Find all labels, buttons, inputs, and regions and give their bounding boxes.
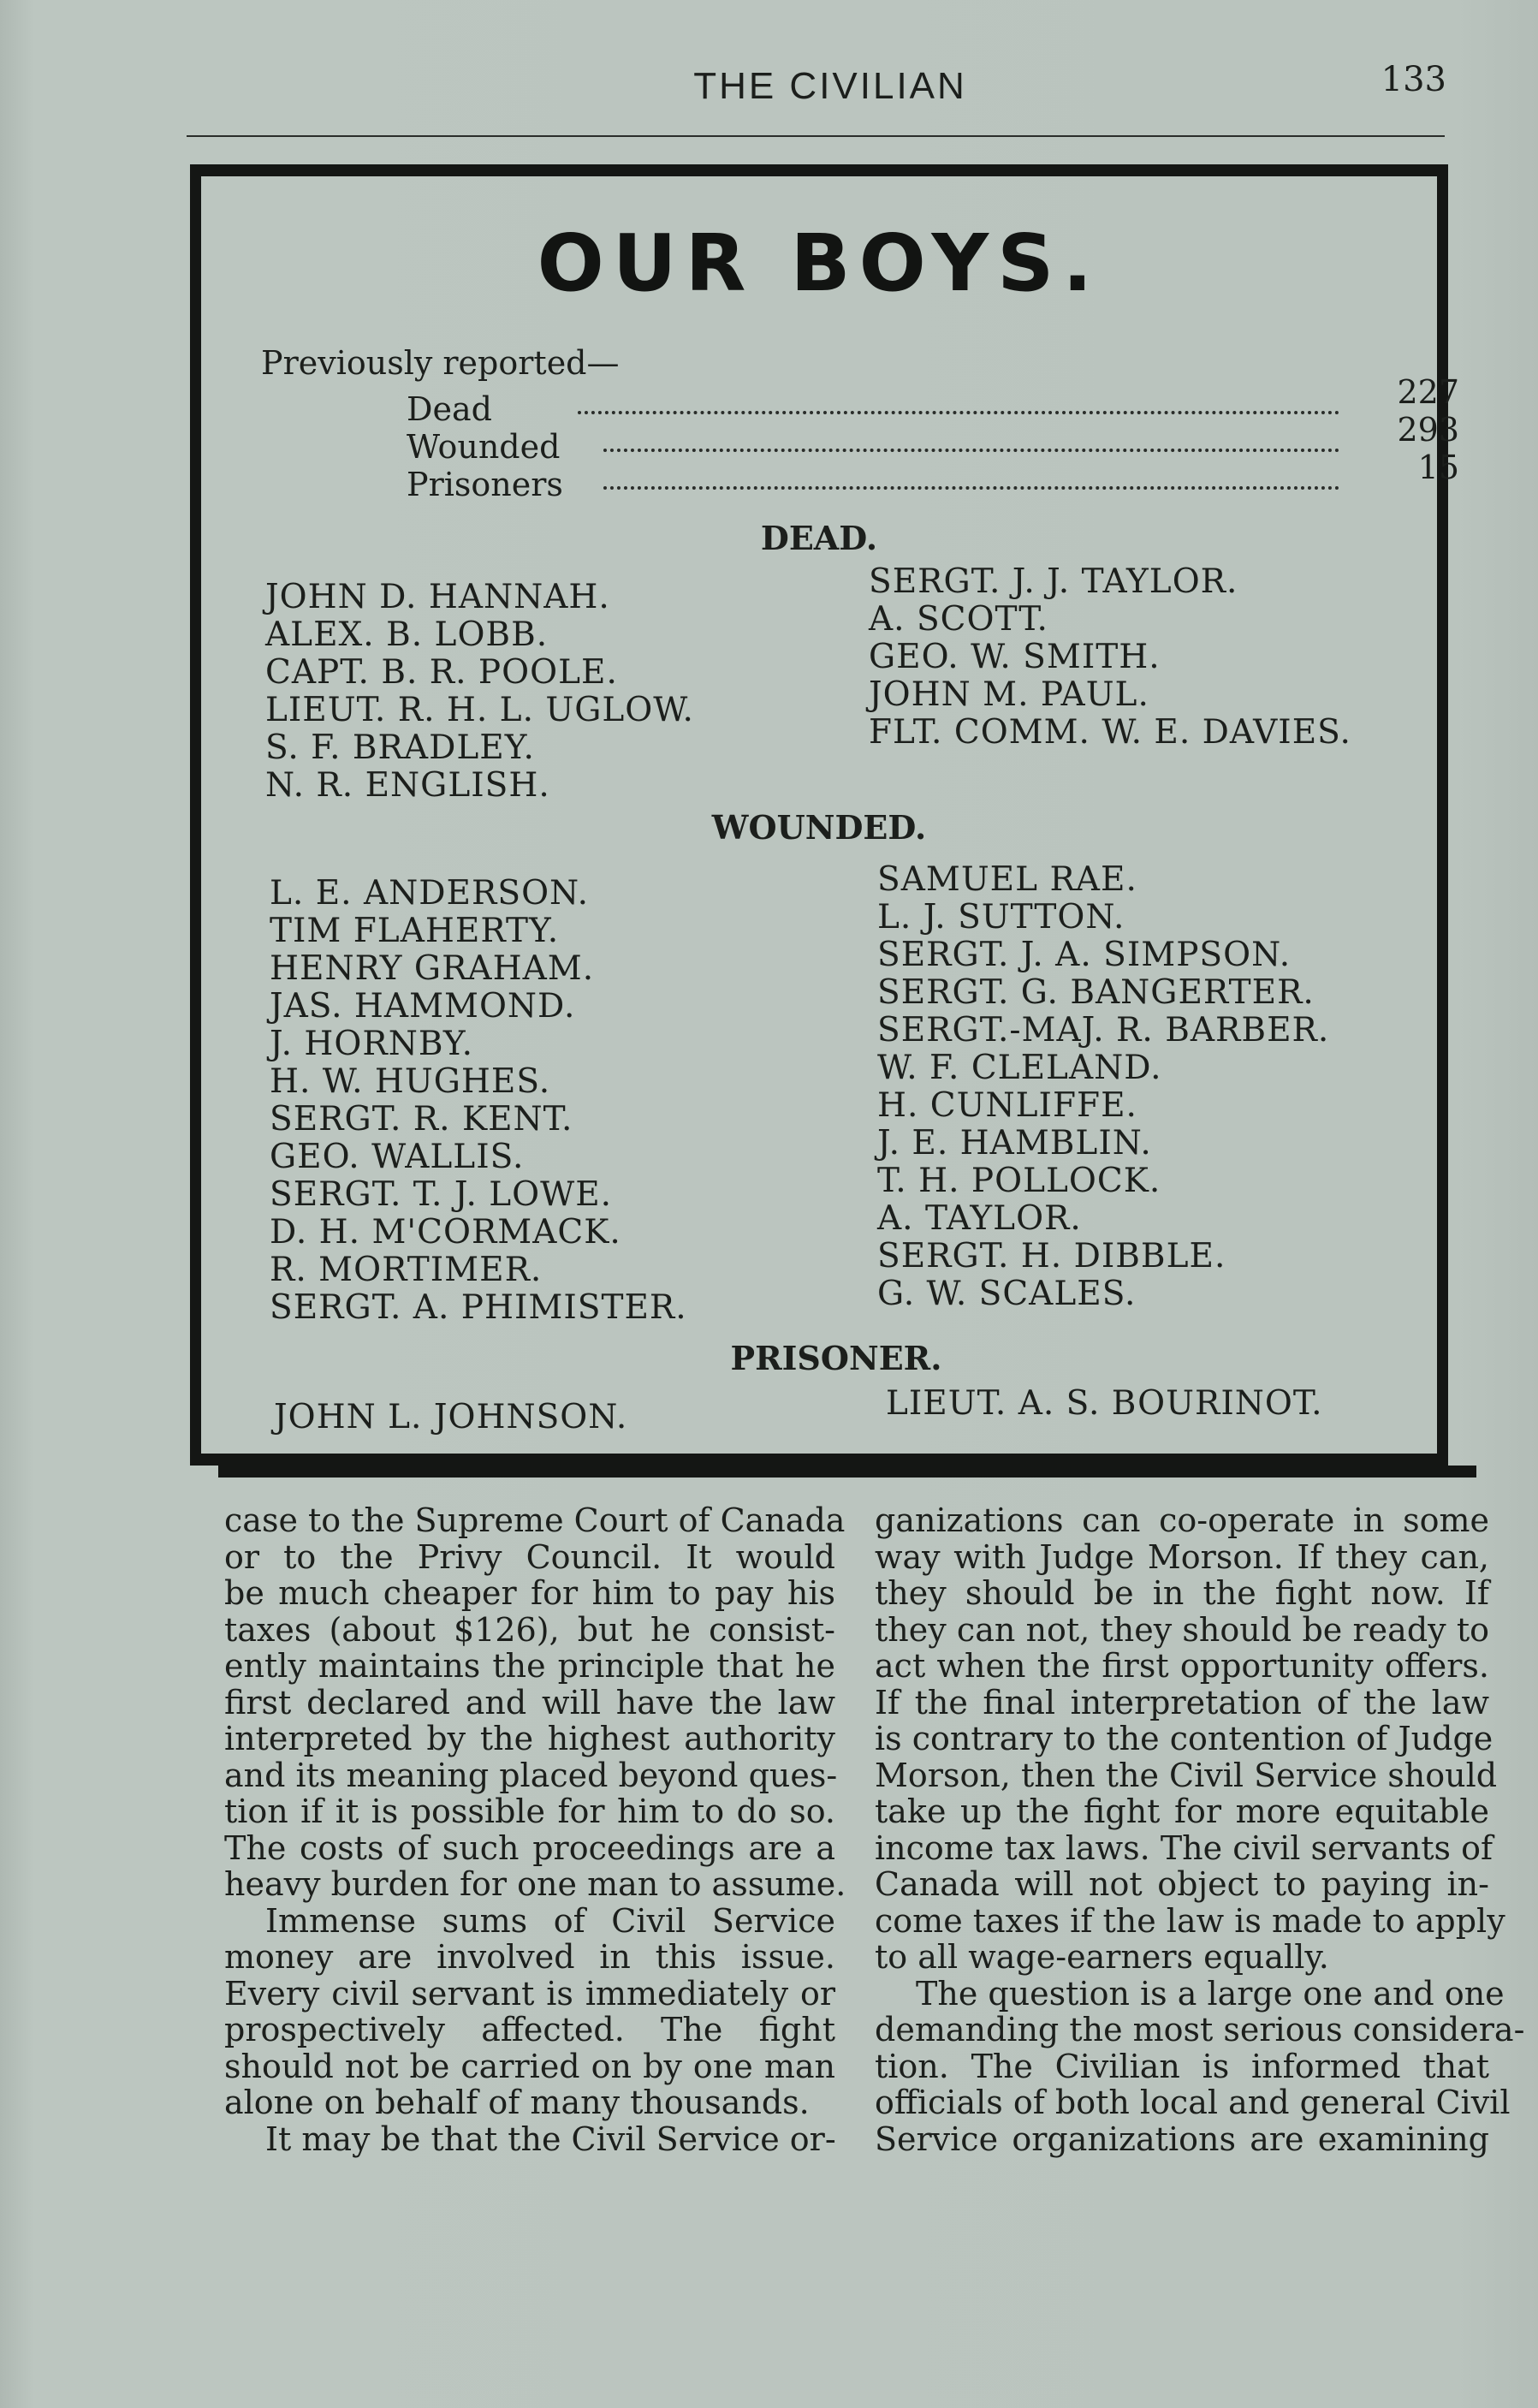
wounded-left-column [270, 875, 687, 1327]
article-right-column [875, 1501, 1525, 2158]
name-entry: JOHN M. PAUL. [869, 675, 1149, 714]
article-line: first declared and will have the law [224, 1683, 835, 1721]
name-entry: W. F. CLELAND. [877, 1049, 1162, 1087]
name-entry: TIM FLAHERTY. [270, 912, 560, 950]
article-line: officials of both local and general Civil [875, 2084, 1511, 2121]
wounded-right-column [877, 861, 1329, 1313]
article-line: they should be in the fight now. If [875, 1574, 1489, 1612]
name-entry: T. H. POLLOCK. [877, 1162, 1161, 1200]
article-line: It may be that the Civil Service or- [265, 2120, 836, 2158]
prisoner-right-column [886, 1385, 1323, 1423]
name-entry: D. H. M'CORMACK. [270, 1213, 621, 1252]
box-bottom-rule [218, 1466, 1476, 1478]
dead-left-column [265, 579, 694, 805]
article-line: taxes (about $126), but he consist- [224, 1610, 835, 1649]
article-line: The question is a large one and one [916, 1974, 1505, 2013]
name-entry: G. W. SCALES. [877, 1275, 1137, 1313]
our-boys-box [190, 164, 1459, 1466]
name-entry: SERGT. R. KENT. [270, 1100, 573, 1139]
tally-label: Dead [407, 390, 492, 428]
name-entry: SERGT. J. A. SIMPSON. [877, 936, 1292, 974]
name-entry: J. E. HAMBLIN. [877, 1124, 1152, 1162]
article-line: Service organizations are examining [875, 2120, 1489, 2158]
article-line: to all wage-earners equally. [875, 1938, 1329, 1976]
article-line: money are involved in this issue. [224, 1938, 835, 1976]
article-line: or to the Privy Council. It would [224, 1537, 835, 1576]
article-line: alone on behalf of many thousands. [224, 2084, 810, 2121]
name-entry: SAMUEL RAE. [877, 860, 1137, 899]
name-entry: JOHN L. JOHNSON. [274, 1398, 628, 1436]
article-line: heavy burden for one man to assume. [224, 1865, 846, 1903]
article-line: ently maintains the principle that he [224, 1647, 835, 1685]
article-line: ganizations can co-operate in some [875, 1501, 1489, 1539]
article-line: is contrary to the contention of Judge [875, 1720, 1493, 1757]
name-entry: CAPT. B. R. POOLE. [265, 653, 618, 692]
header-rule [187, 135, 1445, 137]
article-line: Immense sums of Civil Service [265, 1901, 835, 1940]
article-line: prospectively affected. The fight [224, 2011, 835, 2048]
page-number: 133 [1381, 60, 1446, 99]
article-line: Every civil servant is immediately or [224, 1974, 835, 2013]
tally-row-prisoners [407, 449, 1476, 503]
name-entry: N. R. ENGLISH. [265, 766, 550, 805]
name-entry: HENRY GRAHAM. [270, 949, 595, 988]
tally-value: 293 [1397, 411, 1459, 449]
name-entry: JAS. HAMMOND. [270, 987, 576, 1026]
running-head [0, 60, 1538, 111]
section-heading-dead: DEAD. [760, 519, 878, 557]
name-entry: ALEX. B. LOBB. [265, 615, 549, 654]
article-line: income tax laws. The civil servants of [875, 1828, 1493, 1867]
article-line: be much cheaper for him to pay his [224, 1574, 835, 1612]
name-entry: A. TAYLOR. [877, 1199, 1082, 1238]
tally-row-wounded [407, 411, 1476, 466]
article-line: they can not, they should be ready to [875, 1610, 1489, 1649]
article-line: and its meaning placed beyond ques- [224, 1756, 838, 1794]
name-entry: FLT. COMM. W. E. DAVIES. [869, 713, 1351, 752]
article-line: interpreted by the highest authority [224, 1720, 835, 1757]
tally-label: Wounded [407, 428, 561, 466]
article-line: take up the fight for more equitable [875, 1793, 1489, 1830]
dot-leader [578, 402, 1339, 414]
name-entry: LIEUT. A. S. BOURINOT. [886, 1384, 1323, 1423]
dead-right-column [869, 563, 1351, 752]
name-entry: GEO. WALLIS. [270, 1138, 525, 1176]
article-line: case to the Supreme Court of Canada [224, 1501, 846, 1539]
running-title: THE CIVILIAN [693, 65, 967, 107]
name-entry: SERGT. G. BANGERTER. [877, 973, 1315, 1012]
article-line: Morson, then the Civil Service should [875, 1756, 1498, 1794]
name-entry: GEO. W. SMITH. [869, 638, 1161, 676]
name-entry: SERGT. J. J. TAYLOR. [869, 562, 1238, 601]
article-line: The costs of such proceedings are a [224, 1828, 835, 1867]
name-entry: L. J. SUTTON. [877, 898, 1125, 936]
article-line: tion. The Civilian is informed that [875, 2047, 1489, 2085]
tally-label: Prisoners [407, 466, 563, 503]
previously-reported-label: Previously reported— [261, 344, 620, 382]
name-entry: L. E. ANDERSON. [270, 874, 590, 913]
article-line: If the final interpretation of the law [875, 1683, 1489, 1721]
name-entry: H. CUNLIFFE. [877, 1086, 1137, 1125]
article-line: act when the first opportunity offers. [875, 1647, 1489, 1685]
article-line: come taxes if the law is made to apply [875, 1901, 1505, 1940]
article-line: demanding the most serious considera- [875, 2011, 1525, 2048]
name-entry: SERGT.-MAJ. R. BARBER. [877, 1011, 1330, 1049]
name-entry: R. MORTIMER. [270, 1251, 543, 1289]
dot-leader [603, 478, 1339, 490]
name-entry: SERGT. A. PHIMISTER. [270, 1288, 687, 1327]
name-entry: LIEUT. R. H. L. UGLOW. [265, 691, 694, 729]
article-line: Canada will not object to paying in- [875, 1865, 1489, 1903]
prisoner-left-column [274, 1399, 627, 1436]
tally-value: 227 [1397, 373, 1459, 411]
name-entry: JOHN D. HANNAH. [265, 578, 610, 616]
name-entry: A. SCOTT. [869, 600, 1048, 639]
name-entry: SERGT. T. J. LOWE. [270, 1175, 613, 1214]
article-line: tion if it is possible for him to do so. [224, 1793, 835, 1830]
dot-leader [603, 440, 1339, 452]
article-line: way with Judge Morson. If they can, [875, 1537, 1489, 1576]
section-heading-prisoner: PRISONER. [730, 1339, 942, 1377]
name-entry: J. HORNBY. [270, 1025, 473, 1063]
section-heading-wounded: WOUNDED. [711, 808, 927, 847]
name-entry: SERGT. H. DIBBLE. [877, 1237, 1226, 1275]
article-left-column [224, 1501, 846, 2158]
box-title: OUR BOYS. [537, 217, 1102, 309]
article-line: should not be carried on by one man [224, 2047, 835, 2085]
tally-value: 15 [1417, 449, 1459, 486]
tally-row-dead [407, 373, 1476, 428]
name-entry: S. F. BRADLEY. [265, 728, 535, 767]
name-entry: H. W. HUGHES. [270, 1062, 551, 1101]
